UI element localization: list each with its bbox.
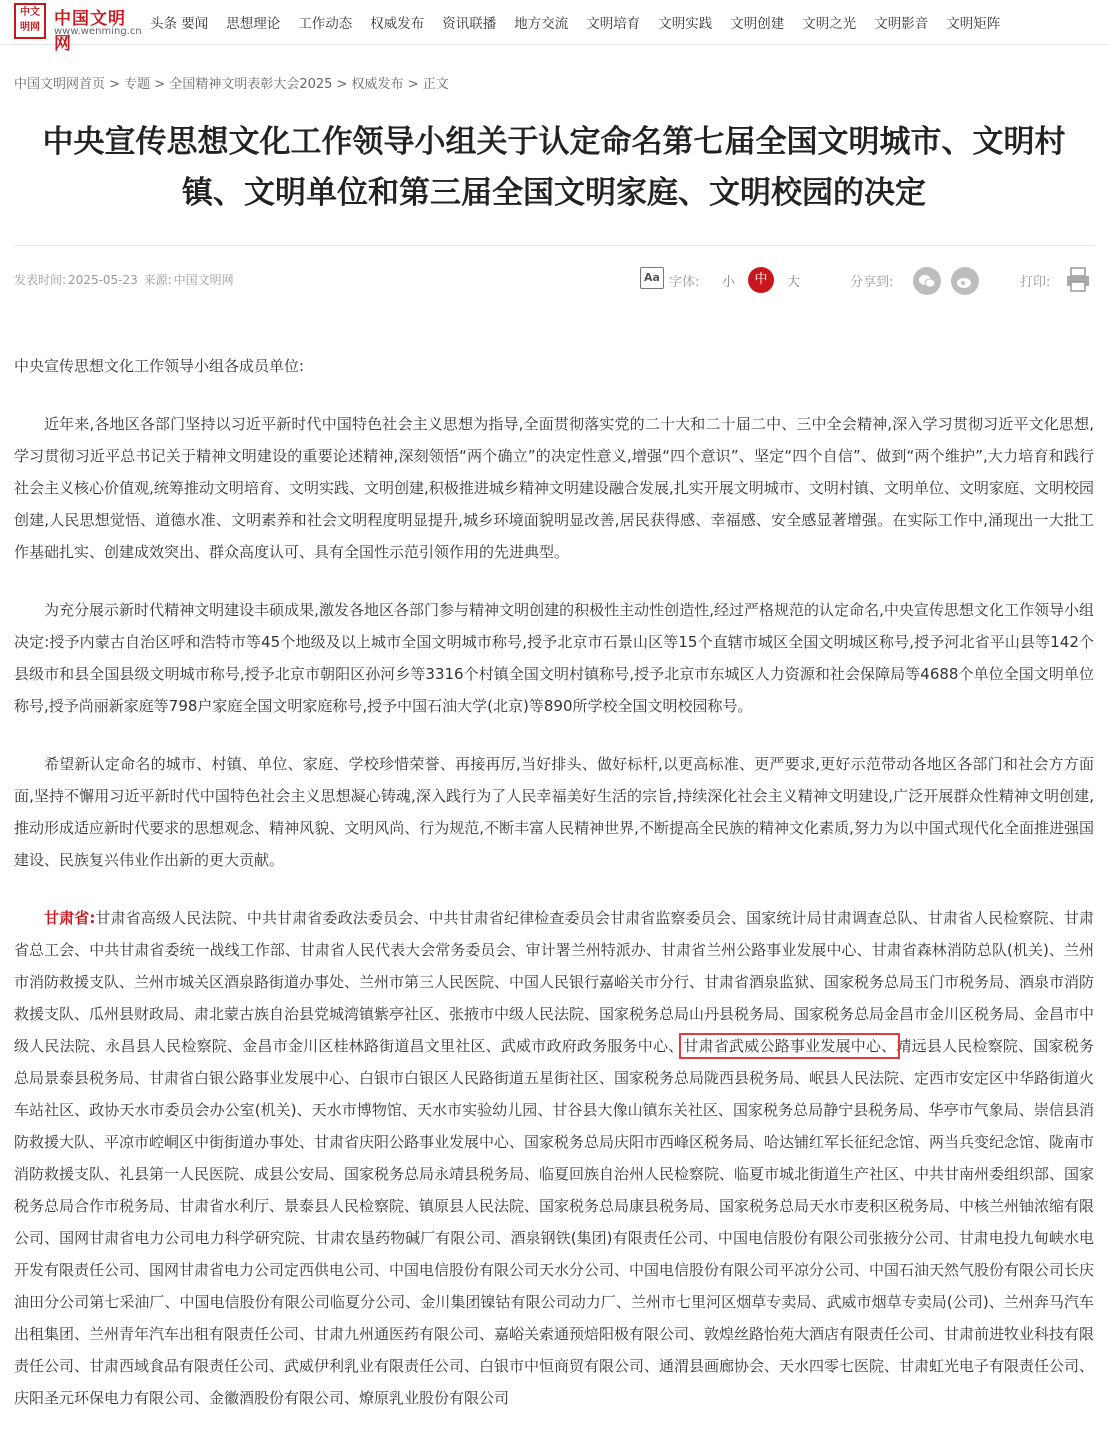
salutation: 中央宣传思想文化工作领导小组各成员单位: (14, 357, 305, 375)
highlighted-entry: 甘肃省武威公路事业发展中心、 (683, 1037, 897, 1055)
province-label: 甘肃省: (44, 909, 96, 927)
weibo-icon[interactable] (951, 267, 979, 295)
logo-url: www.wenming.cn (54, 26, 142, 37)
site-logo[interactable] (14, 3, 142, 54)
share-label: 分享到: (850, 275, 894, 290)
print-label: 打印: (1020, 275, 1051, 290)
list-after: 靖远县人民检察院、国家税务总局景泰县税务局、甘肃省白银公路事业发展中心、白银市白银区人民路街道五星街社区、国家税务总局陇西县税务局、岷县人民法院、定西市安定区中华路街道火车站社区、政协天水市委员会办公室(机关)、天水市博物馆、天水市实验幼儿园、甘谷县大像山镇东关社区、国家税务总局静宁县税务局、华亭市气象局、崇信县消防救援大队、平凉市崆峒区中街街道办事处、甘肃省庆阳公路事业发展中心、国家税务总局庆阳市西峰区税务局、哈达铺红军长征纪念馆、两当兵变纪念馆、陇南市消防救援支队、礼县第一人民医院、成县公安局、国家税务总局永靖县税务局、临夏回族自治州人民检察院、临夏市城北街道生产社区、中共甘南州委组织部、国家税务总局合作市税务局、甘肃省水利厅、景泰县人民检察院、镇原县人民法院、国家税务总局康县税务局、国家税务总局天水市麦积区税务局、中核兰州铀浓缩有限公司、国网甘肃省电力公司电力科学研究院、甘肃农垦药物碱厂有限公司、酒泉钢铁(集团)有限责任公司、中国电信股份有限公司张掖分公司、甘肃电投九甸峡水电开发有限责任公司、国网甘肃省电力公司定西供电公司、中国电信股份有限公司天水分公司、中国电信股份有限公司平凉分公司、中国石油天然气股份有限公司长庆油田分公司第七采油厂、中国电信股份有限公司临夏分公司、金川集团镍钴有限公司动力厂、兰州市七里河区烟草专卖局、武威市烟草专卖局(公司)、兰州奔马汽车出租集团、兰州青年汽车出租有限责任公司、甘肃九州通医药有限公司、嘉峪关索通预焙阳极有限公司、敦煌丝路怡苑大酒店有限责任公司、甘肃前进牧业科技有限责任公司、甘肃西域食品有限责任公司、武威伊利乳业有限责任公司、白银市中恒商贸有限公司、通渭县画廊协会、天水四零七医院、甘肃虹光电子有限责任公司、庆阳圣元环保电力有限公司、金徽酒股份有限公司、燎原乳业股份有限公司 (14, 1037, 1095, 1407)
nav-item-creation[interactable]: 文明创建 (730, 16, 785, 32)
breadcrumb[interactable]: 中国文明网首页 > 专题 > 全国精神文明表彰大会2025 > 权威发布 > 正文 (14, 77, 449, 92)
article-tools (0, 265, 1108, 295)
divider (14, 245, 1094, 246)
font-small-button[interactable]: 小 (722, 275, 736, 290)
nav-item-media[interactable]: 文明影音 (874, 16, 929, 32)
font-large-button[interactable]: 大 (787, 275, 801, 290)
nav-item-local[interactable]: 地方交流 (514, 16, 569, 32)
nav-item-headlines[interactable]: 头条 要闻 (150, 16, 209, 32)
nav-item-cultivation[interactable]: 文明培育 (586, 16, 641, 32)
nav-item-official[interactable]: 权威发布 (370, 16, 425, 32)
published-date: 2025-05-23 (68, 273, 138, 287)
source-name: 中国文明网 (173, 273, 234, 287)
paragraph-1: 近年来,各地区各部门坚持以习近平新时代中国特色社会主义思想为指导,全面贯彻落实党的二十大和二十届二中、三中全会精神,深入学习贯彻习近平文化思想,学习贯彻习近平总书记关于精神文明建设的重要论述精神,深刻领悟“两个确立”的决定性意义,增强“四个意识”、坚定“四个自信”、做到“两个维护”,大力培育和践行社会主义核心价值观,统筹推动文明培育、文明实践、文明创建,积极推进城乡精神文明建设融合发展,扎实开展文明城市、文明村镇、文明单位、文明家庭、文明校园创建,人民思想觉悟、道德水准、文明素养和社会文明程度明显提升,城乡环境面貌明显改善,居民获得感、幸福感、安全感显著增强。在实际工作中,涌现出一大批工作基础扎实、创建成效突出、群众高度认可、具有全国性示范引领作用的先进典型。 (14, 415, 1094, 561)
nav-item-practice[interactable]: 文明实践 (658, 16, 713, 32)
nav-item-news[interactable]: 资讯联播 (442, 16, 497, 32)
paragraph-2: 为充分展示新时代精神文明建设丰硕成果,激发各地区各部门参与精神文明创建的积极性主动性创造性,经过严格规范的认定命名,中央宣传思想文化工作领导小组决定:授予内蒙古自治区呼和浩特市等45个地级及以上城市全国文明城市称号,授予北京市石景山区等15个直辖市城区全国文明城区称号,授予河北省平山县等142个县级市和县全国县级文明城市称号,授予北京市朝阳区孙河乡等3316个村镇全国文明村镇称号,授予北京市东城区人力资源和社会保障局等4688个单位全国文明单位称号,授予尚丽新家庭等798户家庭全国文明家庭称号,授予中国石油大学(北京)等890所学校全国文明校园称号。 (14, 601, 1094, 715)
logo-mark: 中文明网 (14, 3, 46, 39)
nav-item-theory[interactable]: 思想理论 (226, 16, 281, 32)
logo-name: 中国文明网 (54, 9, 126, 54)
font-medium-button[interactable]: 中 (748, 267, 774, 293)
wechat-icon[interactable] (913, 267, 941, 295)
source-label: 来源: (143, 273, 172, 287)
font-size-icon: Aa (640, 267, 664, 289)
printer-icon[interactable] (1064, 265, 1092, 293)
article-title: 中央宣传思想文化工作领导小组关于认定命名第七届全国文明城市、文明村镇、文明单位和第三届全国文明家庭、文明校园的决定 (42, 124, 1066, 211)
top-navbar (0, 0, 1108, 54)
nav-item-work[interactable]: 工作动态 (298, 16, 353, 32)
font-label: 字体: (669, 275, 700, 290)
list-before: 甘肃省高级人民法院、中共甘肃省委政法委员会、中共甘肃省纪律检查委员会甘肃省监察委员会、国家统计局甘肃调查总队、甘肃省人民检察院、甘肃省总工会、中共甘肃省委统一战线工作部、甘肃省人民代表大会常务委员会、审计署兰州特派办、甘肃省兰州公路事业发展中心、甘肃省森林消防总队(机关)、兰州市消防救援支队、兰州市城关区酒泉路街道办事处、兰州市第三人民医院、中国人民银行嘉峪关市分行、甘肃省酒泉监狱、国家税务总局玉门市税务局、酒泉市消防救援支队、瓜州县财政局、肃北蒙古族自治县党城湾镇紫亭社区、张掖市中级人民法院、国家税务总局山丹县税务局、国家税务总局金昌市金川区税务局、金昌市中级人民法院、永昌县人民检察院、金昌市金川区桂林路街道昌文里社区、武威市政府政务服务中心、 (14, 909, 1095, 1055)
article-body (14, 350, 1094, 1414)
gansu-list (14, 902, 1094, 1414)
nav-item-light[interactable]: 文明之光 (802, 16, 857, 32)
published-label: 发表时间: (14, 273, 67, 287)
paragraph-3: 希望新认定命名的城市、村镇、单位、家庭、学校珍惜荣誉、再接再厉,当好排头、做好标杆,以更高标准、更严要求,更好示范带动各地区各部门和社会方方面面,坚持不懈用习近平新时代中国特色社会主义思想凝心铸魂,深入践行为了人民幸福美好生活的宗旨,持续深化社会主义精神文明建设,广泛开展群众性精神文明创建,推动形成适应新时代要求的思想观念、精神风貌、文明风尚、行为规范,不断丰富人民精神世界,不断提高全民族的精神文化素质,努力为以中国式现代化全面推进强国建设、民族复兴伟业作出新的更大贡献。 (14, 755, 1094, 869)
nav-item-matrix[interactable]: 文明矩阵 (946, 16, 1001, 32)
main-nav (150, 0, 1018, 44)
